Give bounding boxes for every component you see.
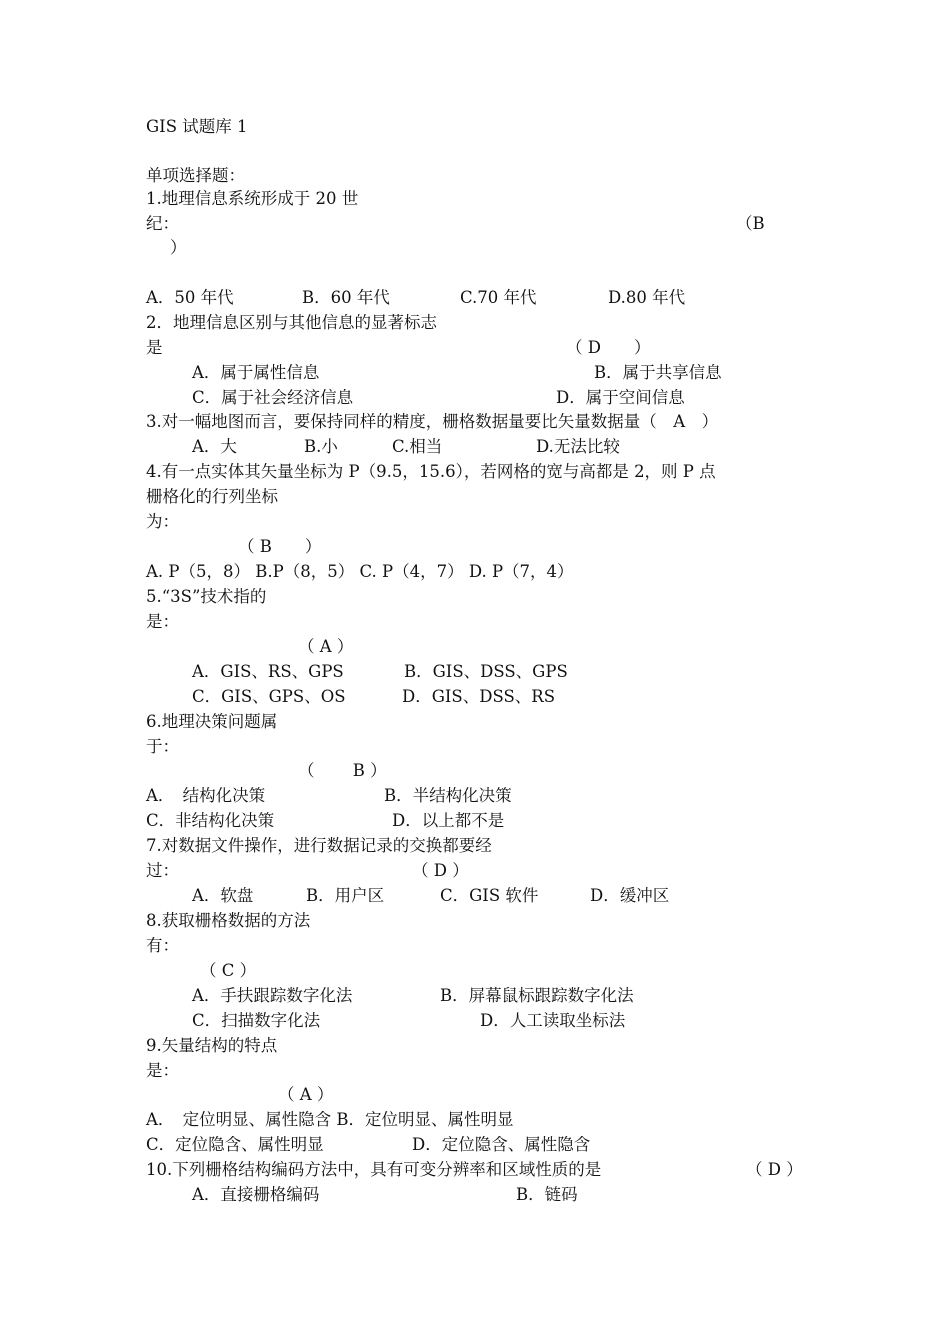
q7-stem-cont: 过： — [146, 861, 179, 880]
q7-option-a: A．软盘 — [192, 886, 254, 905]
q9-option-ab: A． 定位明显、属性隐含 B．定位明显、属性明显 — [146, 1110, 514, 1129]
q1-option-a: A．50 年代 — [146, 288, 234, 307]
q2-option-b: B．属于共享信息 — [594, 363, 722, 382]
q8-option-a: A．手扶跟踪数字化法 — [192, 986, 353, 1005]
q2-stem-cont: 是 — [146, 338, 163, 357]
q5-answer: （ A ） — [298, 637, 354, 656]
q1-answer-close: ） — [170, 238, 187, 257]
section-heading: 单项选择题： — [146, 166, 245, 185]
q7-option-d: D．缓冲区 — [590, 886, 670, 905]
q5-option-c: C．GIS、GPS、OS — [192, 687, 346, 706]
q6-option-a: A． 结构化决策 — [146, 786, 266, 805]
q9-option-c: C．定位隐含、属性明显 — [146, 1135, 324, 1154]
q8-answer: （ C ） — [200, 961, 257, 980]
q5-stem-cont: 是： — [146, 612, 179, 631]
q2-option-c: C．属于社会经济信息 — [192, 388, 354, 407]
q6-option-c: C．非结构化决策 — [146, 811, 275, 830]
q6-stem: 6.地理决策问题属 — [146, 712, 278, 731]
q2-option-d: D．属于空间信息 — [556, 388, 685, 407]
q8-option-c: C．扫描数字化法 — [192, 1011, 321, 1030]
q3-option-b: B.小 — [304, 437, 338, 456]
q7-option-b: B．用户区 — [306, 886, 385, 905]
q1-option-d: D.80 年代 — [608, 288, 686, 307]
q1-answer: （B — [736, 214, 765, 233]
q3-option-c: C.相当 — [392, 437, 443, 456]
q10-option-b: B．链码 — [516, 1185, 578, 1204]
q8-option-b: B．屏幕鼠标跟踪数字化法 — [440, 986, 634, 1005]
q7-answer: （ D ） — [412, 861, 469, 880]
q4-stem: 4.有一点实体其矢量坐标为 P（9.5，15.6），若网格的宽与高都是 2，则 P 点 — [146, 462, 716, 481]
q9-option-d: D．定位隐含、属性隐含 — [412, 1135, 591, 1154]
q8-option-d: D．人工读取坐标法 — [480, 1011, 626, 1030]
q2-option-a: A．属于属性信息 — [192, 363, 320, 382]
q8-stem-cont: 有： — [146, 936, 179, 955]
q3-option-a: A．大 — [192, 437, 237, 456]
q5-option-d: D．GIS、DSS、RS — [402, 687, 556, 706]
q4-stem-cont2: 为： — [146, 512, 179, 531]
q6-answer: （ B ） — [298, 761, 387, 780]
q5-option-a: A．GIS、RS、GPS — [192, 662, 344, 681]
q5-option-b: B．GIS、DSS、GPS — [404, 662, 568, 681]
q2-answer: （ D ） — [566, 338, 651, 357]
q10-stem: 10.下列栅格结构编码方法中，具有可变分辨率和区域性质的是 — [146, 1160, 602, 1179]
q1-option-c: C.70 年代 — [460, 288, 537, 307]
q4-answer: （ B ） — [238, 537, 322, 556]
q6-option-b: B．半结构化决策 — [384, 786, 512, 805]
q4-stem-cont: 栅格化的行列坐标 — [146, 487, 278, 506]
q1-option-b: B．60 年代 — [302, 288, 390, 307]
q1-stem-cont: 纪： — [146, 214, 179, 233]
q7-stem: 7.对数据文件操作，进行数据记录的交换都要经 — [146, 836, 492, 855]
q1-stem: 1.地理信息系统形成于 20 世 — [146, 189, 359, 208]
q8-stem: 8.获取栅格数据的方法 — [146, 911, 311, 930]
q2-stem: 2．地理信息区别与其他信息的显著标志 — [146, 313, 437, 332]
q3-option-d: D.无法比较 — [536, 437, 620, 456]
q3-stem: 3.对一幅地图而言，要保持同样的精度，栅格数据量要比矢量数据量（ A ） — [146, 412, 719, 431]
q9-stem: 9.矢量结构的特点 — [146, 1036, 278, 1055]
q9-stem-cont: 是： — [146, 1061, 179, 1080]
q6-option-d: D．以上都不是 — [392, 811, 505, 830]
q9-answer: （ A ） — [278, 1085, 334, 1104]
q6-stem-cont: 于： — [146, 737, 179, 756]
q10-answer: （ D ） — [746, 1160, 803, 1179]
q4-options: A. P（5，8） B.P（8，5） C. P（4，7） D. P（7，4） — [146, 562, 574, 581]
q10-option-a: A．直接栅格编码 — [192, 1185, 320, 1204]
q5-stem: 5.“3S”技术指的 — [146, 587, 267, 606]
doc-title: GIS 试题库 1 — [146, 117, 248, 136]
q7-option-c: C．GIS 软件 — [440, 886, 539, 905]
